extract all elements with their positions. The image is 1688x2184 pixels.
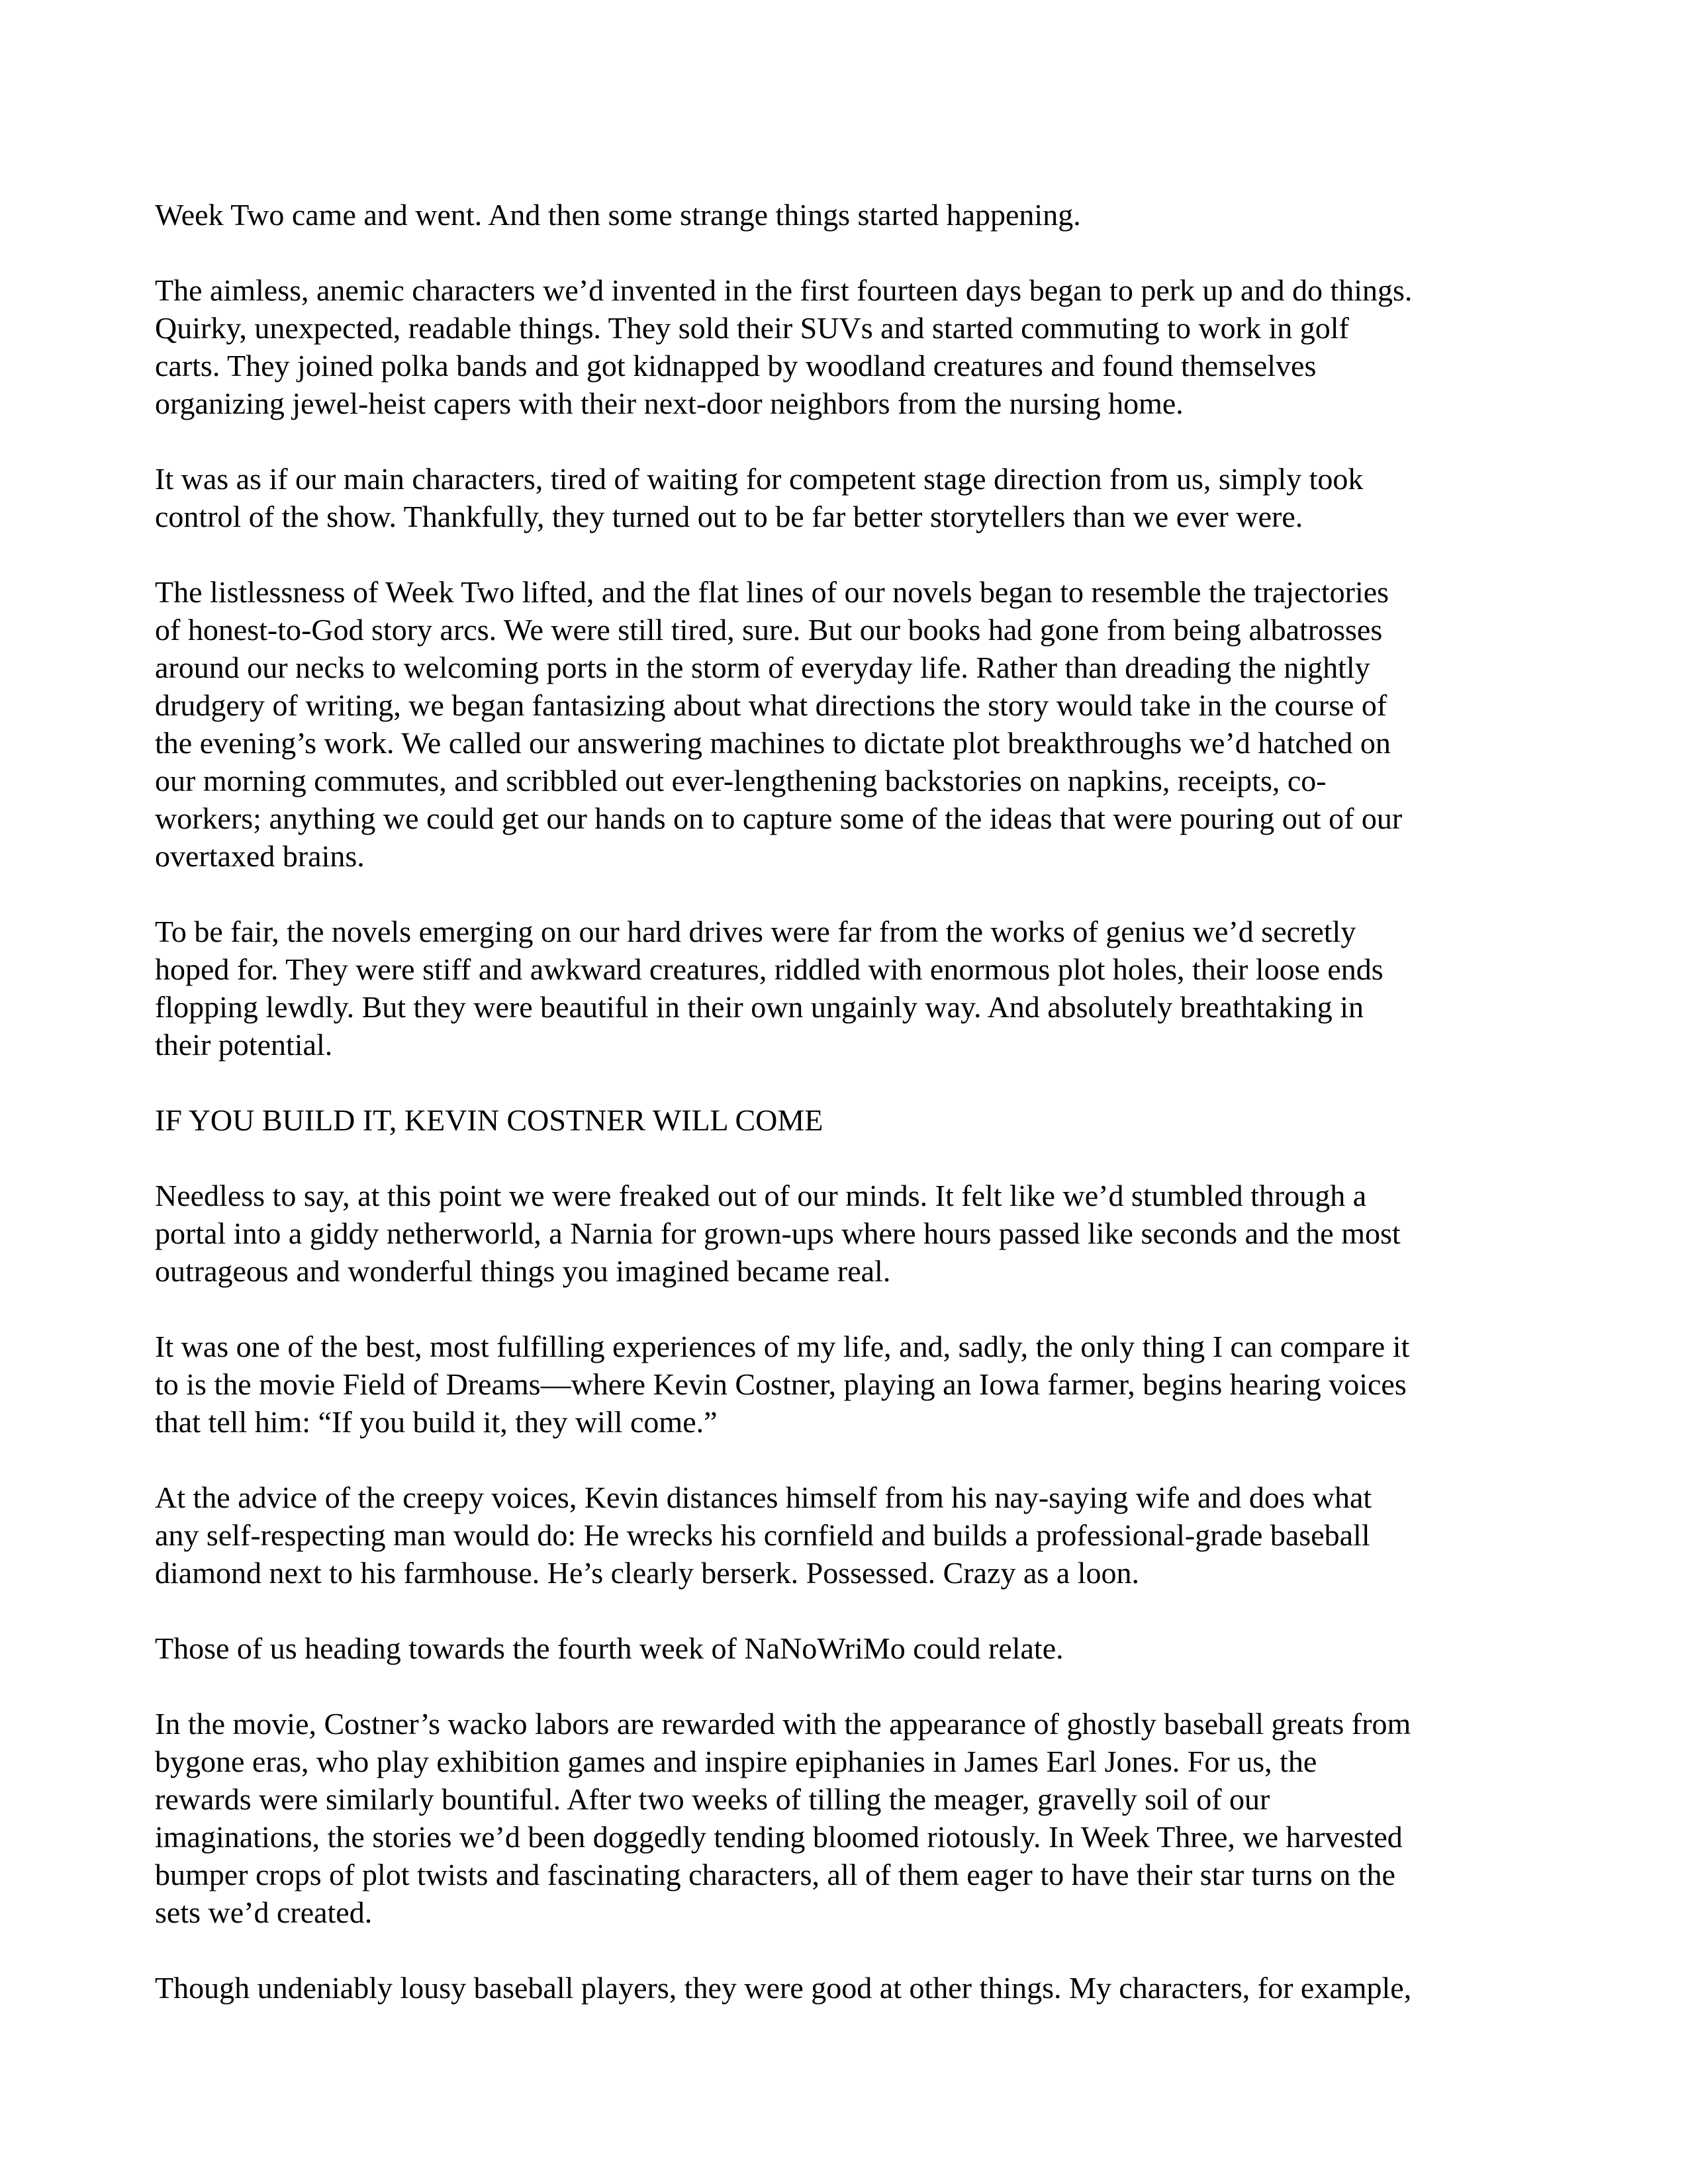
text-line: any self-respecting man would do: He wrecks his cornfield and builds a professional-grade baseball xyxy=(155,1518,1370,1552)
text-line: the evening’s work. We called our answering machines to dictate plot breakthroughs we’d hatched on xyxy=(155,726,1391,760)
text-line: workers; anything we could get our hands on to capture some of the ideas that were pouring out of our xyxy=(155,801,1403,835)
text-line: flopping lewdly. But they were beautiful in their own ungainly way. And absolutely breathtaking in xyxy=(155,990,1364,1024)
paragraph xyxy=(155,1479,1545,1592)
text-line: overtaxed brains. xyxy=(155,839,365,873)
text-line: To be fair, the novels emerging on our hard drives were far from the works of genius we’d secretly xyxy=(155,915,1356,948)
text-line: It was one of the best, most fulfilling experiences of my life, and, sadly, the only thing I can compare it xyxy=(155,1330,1410,1363)
text-line: bygone eras, who play exhibition games and inspire epiphanies in James Earl Jones. For us, the xyxy=(155,1745,1317,1778)
text-line: to is the movie Field of Dreams—where Kevin Costner, playing an Iowa farmer, begins hearing voices xyxy=(155,1367,1407,1401)
paragraph xyxy=(155,1328,1545,1441)
text-line: that tell him: “If you build it, they will come.” xyxy=(155,1405,718,1439)
text-line: hoped for. They were stiff and awkward creatures, riddled with enormous plot holes, their loose ends xyxy=(155,952,1383,986)
text-line: In the movie, Costner’s wacko labors are rewarded with the appearance of ghostly baseball greats from xyxy=(155,1707,1411,1741)
paragraph xyxy=(155,913,1545,1064)
text-line: drudgery of writing, we began fantasizing about what directions the story would take in the course of xyxy=(155,688,1387,722)
text-line: The listlessness of Week Two lifted, and the flat lines of our novels began to resemble the trajectories xyxy=(155,575,1389,609)
paragraph xyxy=(155,573,1545,875)
text-line: carts. They joined polka bands and got kidnapped by woodland creatures and found themselves xyxy=(155,349,1317,383)
text-line: bumper crops of plot twists and fascinating characters, all of them eager to have their star turns on the xyxy=(155,1858,1395,1891)
text-line: organizing jewel-heist capers with their next-door neighbors from the nursing home. xyxy=(155,387,1184,420)
section-heading-text: IF YOU BUILD IT, KEVIN COSTNER WILL COME xyxy=(155,1103,823,1137)
body-text xyxy=(155,196,1545,2007)
paragraph xyxy=(155,1629,1545,1667)
text-line: their potential. xyxy=(155,1028,333,1062)
text-line: Week Two came and went. And then some strange things started happening. xyxy=(155,198,1081,232)
text-line: The aimless, anemic characters we’d invented in the first fourteen days began to perk up and do things. xyxy=(155,273,1413,307)
paragraph xyxy=(155,1705,1545,1931)
text-line: imaginations, the stories we’d been doggedly tending bloomed riotously. In Week Three, we harvested xyxy=(155,1820,1403,1854)
text-line: our morning commutes, and scribbled out ever-lengthening backstories on napkins, receipts, co- xyxy=(155,764,1327,797)
paragraph xyxy=(155,1177,1545,1290)
text-line: portal into a giddy netherworld, a Narnia for grown-ups where hours passed like seconds and the most xyxy=(155,1216,1401,1250)
text-line: Quirky, unexpected, readable things. They sold their SUVs and started commuting to work in golf xyxy=(155,311,1349,345)
text-line: of honest-to-God story arcs. We were still tired, sure. But our books had gone from being albatrosses xyxy=(155,613,1383,647)
text-line: Those of us heading towards the fourth week of NaNoWriMo could relate. xyxy=(155,1631,1064,1665)
text-line: control of the show. Thankfully, they turned out to be far better storytellers than we ever were. xyxy=(155,500,1303,533)
text-line: It was as if our main characters, tired of waiting for competent stage direction from us, simply took xyxy=(155,462,1364,496)
text-line: outrageous and wonderful things you imagined became real. xyxy=(155,1254,891,1288)
text-line: Though undeniably lousy baseball players, they were good at other things. My characters, for example, xyxy=(155,1971,1412,2005)
paragraph xyxy=(155,460,1545,535)
text-line: Needless to say, at this point we were freaked out of our minds. It felt like we’d stumbled through a xyxy=(155,1179,1367,1212)
section-heading xyxy=(155,1101,1545,1139)
paragraph xyxy=(155,1969,1545,2007)
text-line: sets we’d created. xyxy=(155,1895,373,1929)
paragraph xyxy=(155,196,1545,234)
text-line: diamond next to his farmhouse. He’s clearly berserk. Possessed. Crazy as a loon. xyxy=(155,1556,1139,1590)
text-line: rewards were similarly bountiful. After two weeks of tilling the meager, gravelly soil of our xyxy=(155,1782,1270,1816)
paragraph xyxy=(155,271,1545,422)
text-line: At the advice of the creepy voices, Kevin distances himself from his nay-saying wife and does what xyxy=(155,1480,1372,1514)
text-line: around our necks to welcoming ports in the storm of everyday life. Rather than dreading the nightly xyxy=(155,651,1370,684)
